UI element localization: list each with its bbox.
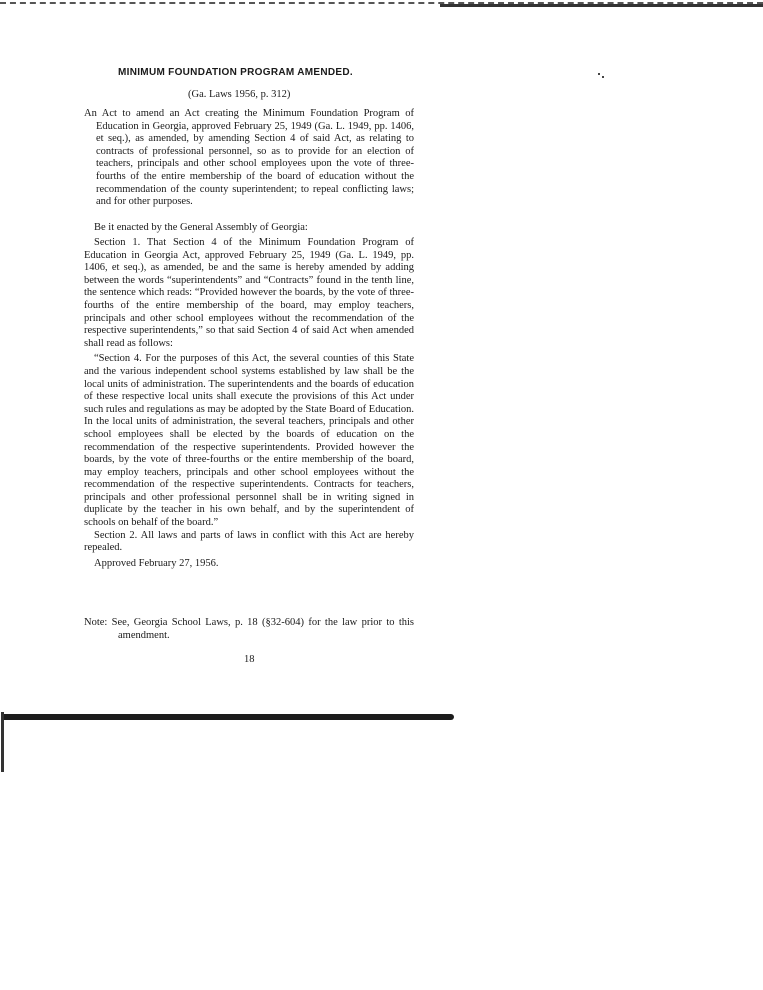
section-1: Section 1. That Section 4 of the Minimum Foundation Program of Education in Georgia Act, approved February 25, 1949 (Ga. L. 1949, pp. 1406, et seq.), as amended, be and the same is hereby amended by adding between the words “superintendents” and “Contracts” found in the tenth line, the sentence which reads: “Provided however the boards, by the vote of three-fourths of the entire membership of the board, may employ teachers, principals and other school employees without the recommendation of the respective superintendents,” so that said Section 4 of said Act when amended shall read as follows: [84, 237, 414, 349]
act-preamble-block [84, 108, 414, 209]
scan-speck [598, 73, 600, 75]
scan-top-edge-bar [440, 4, 763, 7]
section-4-quote: “Section 4. For the purposes of this Act, the several counties of this State and the various independent school systems established by law shall be the local units of administration. The superintendents and the boards of education of these respective local units shall execute the provisions of this Act under such rules and regulations as may be adopted by the State Board of Education. In the local units of administration, the several teachers, principals and other school employees shall be elected by the boards of education on the recommendation of the respective superintendents. Provided however the boards, by the vote of three-fourths or the entire membership of the board, may employ teachers, principals and other school employees without the recommendation of the respective superintendents. Contracts for teachers, principals and other professional personnel shall be in writing signed in duplicate by the teacher in his own behalf, and by the superintendent of schools on behalf of the board.” [84, 353, 414, 529]
note: Note: See, Georgia School Laws, p. 18 (§32-604) for the law prior to this amendment. [84, 617, 414, 641]
page-title: MINIMUM FOUNDATION PROGRAM AMENDED. [118, 67, 353, 78]
approval-date: Approved February 27, 1956. [94, 557, 219, 569]
act-preamble: An Act to amend an Act creating the Minimum Foundation Program of Education in Georgia, approved February 25, 1949 (Ga. L. 1949, pp. 1406, et seq.), as amended, by amending Section 4 of said Act, as relating to contracts of professional personnel, so as to provide for an election of teachers, principals and other school employees upon the vote of three-fourths of the entire membership of the board of education without the recommendation of the county superintendent; to repeal conflicting laws; and for other purposes. [84, 108, 414, 208]
scan-speck [602, 76, 604, 78]
citation: (Ga. Laws 1956, p. 312) [188, 89, 291, 100]
act-body [84, 237, 414, 570]
enacting-clause-block [84, 222, 414, 235]
scan-page-edge-bar [4, 714, 454, 720]
section-2: Section 2. All laws and parts of laws in conflict with this Act are hereby repealed. [84, 529, 414, 554]
enacting-clause: Be it enacted by the General Assembly of Georgia: [94, 222, 308, 233]
scan-left-edge [1, 712, 4, 772]
note-block [84, 617, 414, 642]
page-number: 18 [244, 654, 255, 665]
